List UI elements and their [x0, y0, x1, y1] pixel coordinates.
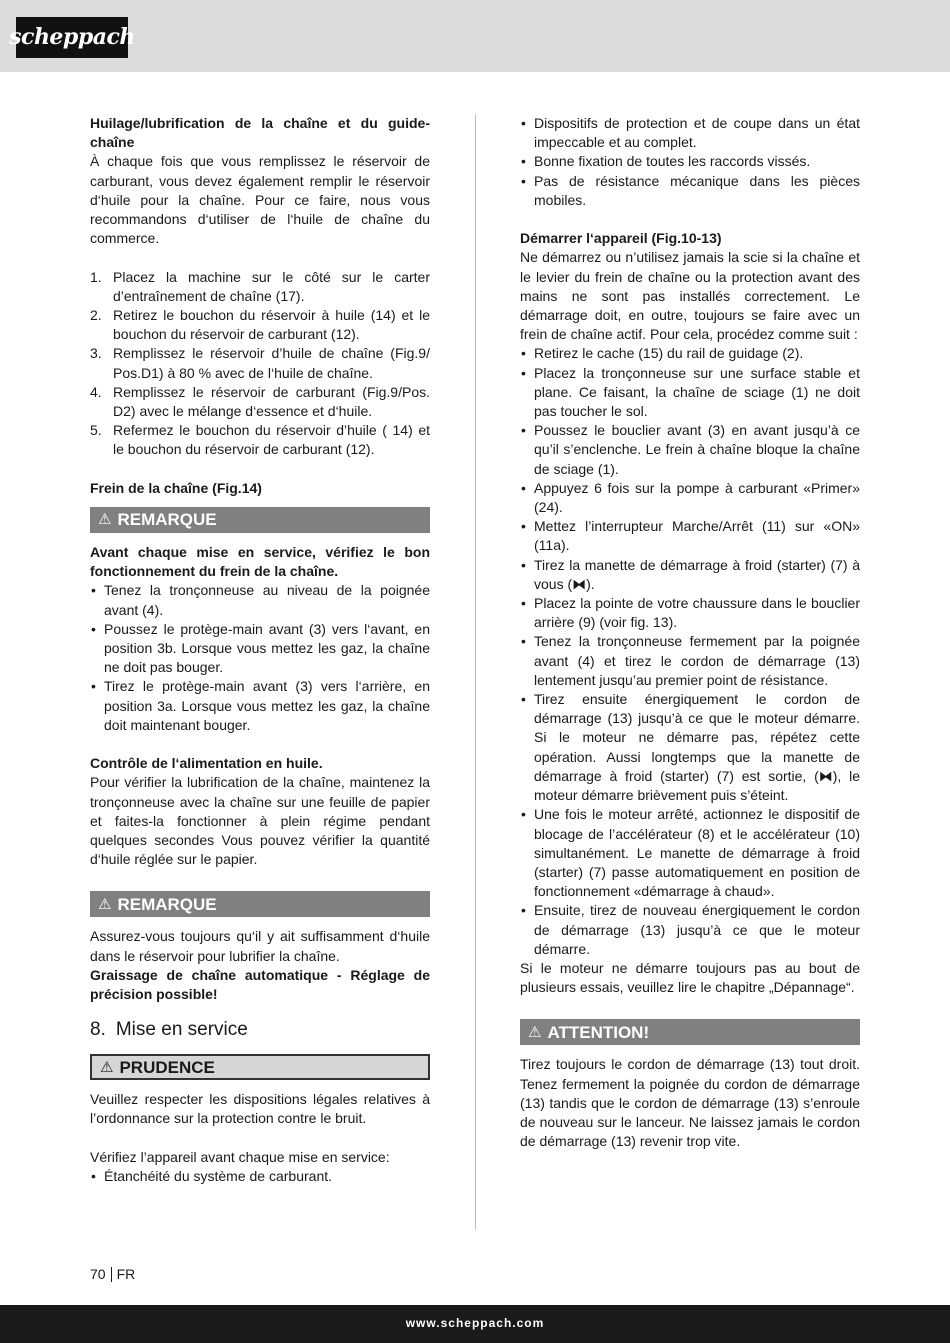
- list-item: • Retirez le cache (15) du rail de guidage (2).: [520, 344, 860, 363]
- lube-text: À chaque fois que vous remplissez le réservoir de carburant, vous devez également remplir le réservoir d‘huile pour la chaîne. Pour ce faire, nous vous recommandons d‘utiliser de l‘huile de chaîne du commerce.: [90, 153, 430, 247]
- notice-label: PRUDENCE: [119, 1057, 215, 1077]
- list-item: • Mettez l’interrupteur Marche/Arrêt (11) sur «ON» (11a).: [520, 517, 860, 555]
- right-column: [520, 114, 860, 1151]
- section-heading: [90, 1018, 430, 1042]
- list-item: • Tirez le protège-main avant (3) vers l‘arrière, en position 3a. Lorsque vous mettez les gaz, la chaîne doit maintenant bouger.: [90, 677, 430, 735]
- notice-label: ATTENTION!: [547, 1022, 650, 1042]
- notice-bold-text: Graissage de chaîne automatique - Réglage de précision possible!: [90, 966, 430, 1003]
- list-item: 3. Remplissez le réservoir d’huile de chaîne (Fig.9/ Pos.D1) à 80 % avec de l‘huile de chaîne.: [90, 345, 430, 381]
- list-item: • Bonne fixation de toutes les raccords vissés.: [520, 152, 860, 171]
- start-steps: [520, 344, 860, 959]
- brake-title: Frein de la chaîne (Fig.14): [90, 479, 262, 496]
- website-url: www.scheppach.com: [405, 1316, 545, 1331]
- list-item: • Pas de résistance mécanique dans les pièces mobiles.: [520, 172, 860, 210]
- notice-text: Assurez-vous toujours qu‘il y ait suffisamment d‘huile dans le réservoir pour lubrifier la chaîne.: [90, 928, 430, 964]
- check-text: Vérifiez l’appareil avant chaque mise en service:: [90, 1148, 390, 1165]
- list-item: • Une fois le moteur arrêté, actionnez le dispositif de blocage de l’accélérateur (8) et le accélérateur (10) simultanément. Le manette de démarrage à froid (starter) (7) passe automatiquement en position de fonctionnement «démarrage à chaud».: [520, 805, 860, 901]
- list-item: • Appuyez 6 fois sur la pompe à carburant «Primer» (24).: [520, 479, 860, 517]
- remarque-notice: [90, 507, 430, 533]
- list-item: • Tenez la tronçonneuse au niveau de la poignée avant (4).: [90, 581, 430, 619]
- section-title: Mise en service: [115, 1019, 248, 1041]
- start-title: Démarrer l‘appareil (Fig.10-13): [520, 230, 722, 247]
- oil-title: Contrôle de l‘alimentation en huile.: [90, 755, 323, 772]
- list-item: • Placez la tronçonneuse sur une surface stable et plane. Ce faisant, la chaîne de sciage (1) ne doit pas toucher le sol.: [520, 364, 860, 422]
- notice-label: REMARQUE: [117, 894, 217, 914]
- list-item: • Placez la pointe de votre chaussure dans le bouclier arrière (9) (voir fig. 13).: [520, 594, 860, 632]
- page-number: [90, 1265, 135, 1284]
- notice-label: REMARQUE: [117, 510, 217, 530]
- notice-bold-text: Avant chaque mise en service, vérifiez le bon fonctionnement du frein de la chaîne.: [90, 544, 430, 580]
- caution-text: Veuillez respecter les dispositions légales relatives à l’ordonnance sur la protection contre le bruit.: [90, 1091, 430, 1127]
- brake-check-list: [90, 581, 430, 735]
- warning-icon: ⚠: [100, 1058, 114, 1076]
- attention-notice: [520, 1019, 860, 1045]
- list-item: • Tirez la manette de démarrage à froid (starter) (7) à vous (⧓).: [520, 556, 860, 594]
- left-column: [90, 114, 430, 1186]
- lube-title: Huilage/lubrification de la chaîne et du guide-chaîne: [90, 115, 430, 151]
- language-code: FR: [116, 1266, 136, 1282]
- prudence-notice: [90, 1054, 430, 1080]
- list-item: • Poussez le protège-main avant (3) vers l‘avant, en position 3b. Lorsque vous mettez les gaz, la chaîne ne doit pas bouger.: [90, 620, 430, 678]
- list-item: 5. Refermez le bouchon du réservoir d’huile ( 14) et le bouchon du réservoir de carburant (12).: [90, 422, 430, 458]
- list-item: • Ensuite, tirez de nouveau énergiquement le cordon de démarrage (13) jusqu’à ce que le moteur démarre.: [520, 901, 860, 959]
- oil-text: Pour vérifier la lubrification de la chaîne, maintenez la tronçonneuse avec la chaîne sur une feuille de papier et faites-la fonctionner à plein régime pendant quelques secondes Vous pouvez vérifier la quantité d‘huile réglée sur le papier.: [90, 774, 430, 868]
- footer-bar: [0, 1305, 950, 1343]
- check-list-continued: [520, 114, 860, 210]
- start-outro: Si le moteur ne démarre toujours pas au bout de plusieurs essais, veuillez lire le chapitre „Dépannage“.: [520, 959, 860, 996]
- list-item: 1. Placez la machine sur le côté sur le carter d’entraînement de chaîne (17).: [90, 268, 430, 304]
- list-item: • Tenez la tronçonneuse fermement par la poignée avant (4) et tirez le cordon de démarrage (13) lentement jusqu’au premier point de résistance.: [520, 632, 860, 690]
- section-number: 8.: [90, 1019, 106, 1041]
- page-number-value: 70: [90, 1266, 106, 1282]
- list-item: • Tirez ensuite énergiquement le cordon de démarrage (13) jusqu’à ce que le moteur démarre. Si le moteur ne démarre pas, répétez cette opération. Aussi longtemps que la manette de démarrage à froid (starter) (7) est sortie, (⧓), le moteur démarre brièvement puis s’éteint.: [520, 690, 860, 805]
- warning-icon: ⚠: [98, 895, 112, 913]
- lube-steps: [90, 268, 430, 460]
- list-item: 4. Remplissez le réservoir de carburant (Fig.9/Pos. D2) avec le mélange d‘essence et d‘huile.: [90, 383, 430, 420]
- list-item: • Poussez le bouclier avant (3) en avant jusqu’à ce qu’il s’enclenche. Le frein à chaîne bloque la chaîne de sciage (1).: [520, 421, 860, 479]
- scheppach-logo: scheppach: [16, 17, 128, 58]
- list-item: • Dispositifs de protection et de coupe dans un état impeccable et au complet.: [520, 114, 860, 152]
- list-item: 2. Retirez le bouchon du réservoir à huile (14) et le bouchon du réservoir de carburant (12).: [90, 307, 430, 343]
- warning-icon: ⚠: [528, 1023, 542, 1041]
- column-divider: [475, 114, 476, 1230]
- header-bar: [0, 0, 950, 72]
- list-item: • Étanchéité du système de carburant.: [90, 1167, 430, 1186]
- warning-icon: ⚠: [98, 511, 112, 529]
- remarque-notice: [90, 891, 430, 917]
- check-list: [90, 1167, 430, 1186]
- attention-text: Tirez toujours le cordon de démarrage (13) tout droit. Tenez fermement la poignée du cordon de démarrage (13) tandis que le cordon de démarrage (13) s’enroule de nouveau sur le lanceur. Ne laissez jamais le cordon de démarrage (13) revenir trop vite.: [520, 1056, 860, 1150]
- separator: [111, 1267, 112, 1282]
- start-intro: Ne démarrez ou n’utilisez jamais la scie si la chaîne et le levier du frein de chaîne ou la protection avant des mains ne sont pas installés correctement. Le démarrage doit, en outre, toujours se faire avec un frein de chaîne actif. Pour cela, procédez comme suit :: [520, 249, 860, 343]
